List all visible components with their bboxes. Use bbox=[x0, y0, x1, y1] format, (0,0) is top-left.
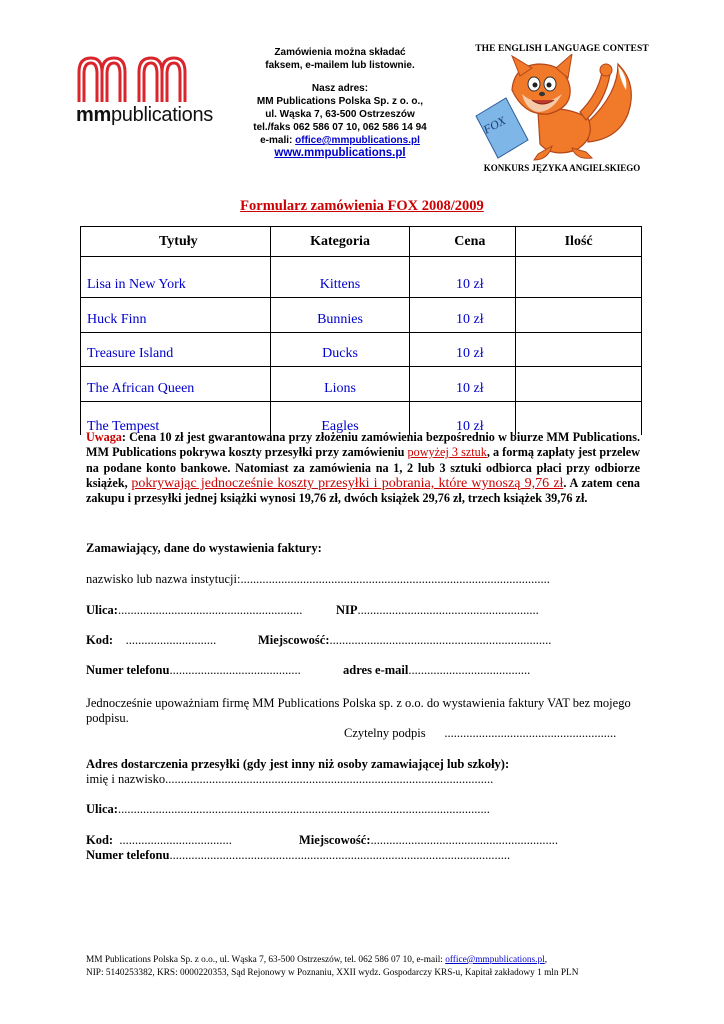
orderer-code-field[interactable]: Kod: ............................. bbox=[86, 633, 217, 647]
book-title: Huck Finn bbox=[81, 298, 271, 333]
quantity-cell[interactable] bbox=[516, 367, 642, 402]
delivery-name-field[interactable]: imię i nazwisko......................................................................................................... bbox=[86, 772, 494, 786]
table-row bbox=[81, 367, 642, 402]
orderer-heading: Zamawiający, dane do wystawienia faktury: bbox=[86, 541, 322, 555]
company-address-block bbox=[225, 46, 455, 160]
quantity-cell[interactable] bbox=[516, 298, 642, 333]
column-header-category: Kategoria bbox=[270, 227, 410, 257]
website-link[interactable]: www.mmpublications.pl bbox=[274, 147, 406, 159]
company-street: ul. Wąska 7, 63-500 Ostrzeszów bbox=[265, 109, 415, 120]
orderer-phone-field[interactable]: Numer telefonu.......................................... bbox=[86, 663, 301, 677]
delivery-heading: Adres dostarczenia przesyłki (gdy jest inny niż osoby zamawiającej lub szkoły): bbox=[86, 757, 510, 771]
contest-title: THE ENGLISH LANGUAGE CONTEST bbox=[475, 44, 649, 54]
order-info-line: faksem, e-mailem lub listownie. bbox=[265, 60, 415, 71]
order-info-line: Zamówienia można składać bbox=[274, 47, 406, 58]
address-heading: Nasz adres: bbox=[311, 83, 369, 94]
book-price: 10 zł bbox=[410, 257, 516, 298]
quantity-cell[interactable] bbox=[516, 332, 642, 367]
email-link[interactable]: office@mmpublications.pl bbox=[295, 135, 420, 146]
orderer-city-field[interactable]: Miejscowość:....................................................................... bbox=[258, 633, 552, 647]
company-name: MM Publications Polska Sp. z o. o., bbox=[256, 96, 424, 107]
book-price: 10 zł bbox=[410, 298, 516, 333]
book-price: 10 zł bbox=[410, 332, 516, 367]
form-title: Formularz zamówienia FOX 2008/2009 bbox=[240, 198, 484, 214]
quantity-cell[interactable] bbox=[516, 257, 642, 298]
orderer-street-field[interactable]: Ulica:........................................................... bbox=[86, 603, 303, 617]
book-title: Treasure Island bbox=[81, 332, 271, 367]
delivery-city-field[interactable]: Miejscowość:............................................................ bbox=[299, 833, 558, 847]
note-highlight: powyżej 3 sztuk bbox=[407, 445, 487, 460]
book-price: 10 zł bbox=[410, 367, 516, 402]
book-title: The Tempest bbox=[81, 401, 271, 435]
footer-line: NIP: 5140253382, KRS: 0000220353, Sąd Rejonowy w Poznaniu, XXII wydz. Gospodarczy KRS-u, Kapitał zakładowy 1 mln PLN bbox=[86, 968, 579, 978]
footer-line: MM Publications Polska Sp. z o.o., ul. Wąska 7, 63-500 Ostrzeszów, tel. 062 586 07 10, e-mail: office@mmpublications.pl, bbox=[86, 955, 548, 965]
book-category: Eagles bbox=[270, 401, 410, 435]
book-category: Lions bbox=[270, 367, 410, 402]
delivery-code-field[interactable]: Kod: .................................... bbox=[86, 833, 232, 847]
book-category: Kittens bbox=[270, 257, 410, 298]
column-header-titles: Tytuły bbox=[81, 227, 271, 257]
company-email-line: e-mali: office@mmpublications.pl bbox=[260, 135, 420, 146]
book-price: 10 zł bbox=[410, 401, 516, 435]
vat-authorization-text: Jednocześnie upoważniam firmę MM Publications Polska sp. z o.o. do wystawienia faktury VAT bez mojego podpisu. bbox=[86, 696, 631, 725]
column-header-price: Cena bbox=[410, 227, 516, 257]
delivery-phone-field[interactable]: Numer telefonu............................................................................................................. bbox=[86, 848, 511, 862]
table-row bbox=[81, 298, 642, 333]
order-table bbox=[80, 226, 642, 435]
pricing-note: Uwaga: Cena 10 zł jest gwarantowana przy złożeniu zamówienia bezpośrednio w biurze MM Publications. MM Publications pokrywa koszty przesyłki przy zamówieniu powyżej 3 sztuk, a formą zapłaty jest przelew na podane konto bankowe. Natomiast za zamówienia na 1, 2 lub 3 sztuki odbiorca płaci przy odbiorze książek, pokrywając jednocześnie koszty przesyłki i pobrania, które wynoszą 9,76 zł. A zatem cena zakupu i przesyłki jednej książki wynosi 19,76 zł, dwóch książek 29,76 zł, trzech książek 39,76 zł. bbox=[86, 430, 640, 506]
table-row bbox=[81, 332, 642, 367]
book-title: The African Queen bbox=[81, 367, 271, 402]
orderer-name-field[interactable]: nazwisko lub nazwa instytucji:................................................................................................... bbox=[86, 572, 550, 586]
book-title: Lisa in New York bbox=[81, 257, 271, 298]
orderer-email-field[interactable]: adres e-mail....................................... bbox=[343, 663, 531, 677]
page-footer bbox=[86, 954, 646, 980]
footer-email-link[interactable]: office@mmpublications.pl bbox=[445, 955, 545, 965]
logo-wordmark: mmpublications bbox=[76, 104, 213, 126]
signature-field[interactable]: Czytelny podpis ....................................................... bbox=[344, 726, 617, 740]
fox-mascot-illustration bbox=[468, 54, 648, 164]
note-label: Uwaga bbox=[86, 430, 122, 444]
table-header-row bbox=[81, 227, 642, 257]
book-category: Bunnies bbox=[270, 298, 410, 333]
note-highlight: pokrywając jednocześnie koszty przesyłki i pobrania, które wynoszą 9,76 zł bbox=[131, 475, 564, 491]
company-phone: tel./faks 062 586 07 10, 062 586 14 94 bbox=[253, 122, 427, 133]
delivery-street-field[interactable]: Ulica:....................................................................................................................... bbox=[86, 802, 490, 816]
orderer-nip-field[interactable]: NIP.......................................................... bbox=[336, 603, 539, 617]
book-category: Ducks bbox=[270, 332, 410, 367]
fox-badge-text: FOX bbox=[480, 113, 509, 137]
contest-subtitle: KONKURS JĘZYKA ANGIELSKIEGO bbox=[483, 163, 641, 173]
table-row bbox=[81, 257, 642, 298]
column-header-quantity: Ilość bbox=[516, 227, 642, 257]
